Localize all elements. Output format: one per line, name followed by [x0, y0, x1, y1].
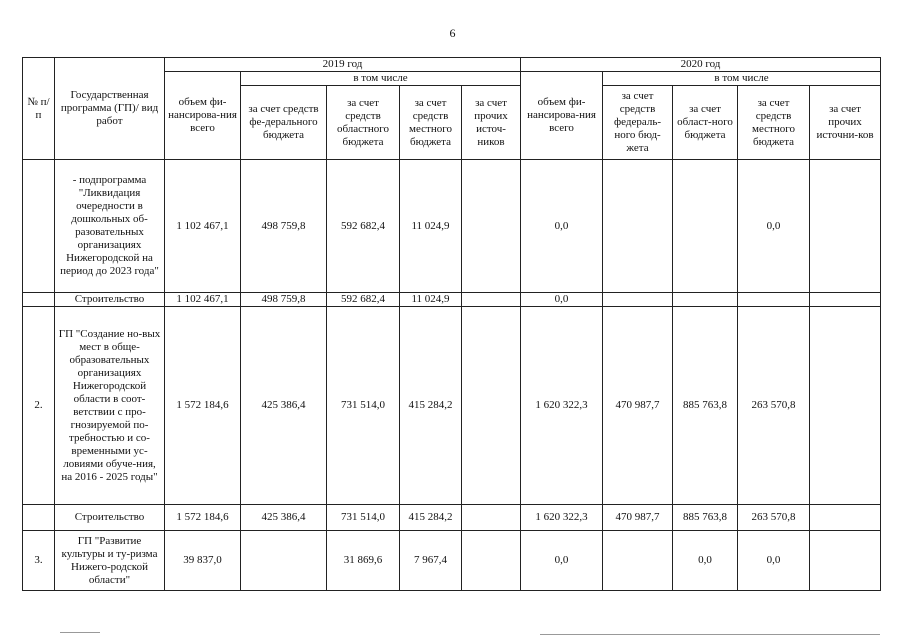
cell-federal-2020 [603, 293, 673, 307]
row-num [23, 293, 55, 307]
header-year-2020: 2020 год [521, 58, 881, 72]
cell-regional-2019: 731 514,0 [327, 307, 400, 505]
header-in-that-2019: в том числе [241, 72, 521, 86]
page-number: 6 [449, 26, 456, 40]
header-other-2019: за счет прочих источ-ников [462, 86, 521, 160]
cell-total-2020: 0,0 [521, 531, 603, 591]
header-total-2019: объем фи-нансирова-ния всего [165, 72, 241, 160]
cell-federal-2019: 425 386,4 [241, 307, 327, 505]
header-regional-2019: за счет средств областного бюджета [327, 86, 400, 160]
cell-total-2019: 1 572 184,6 [165, 505, 241, 531]
cell-federal-2020 [603, 160, 673, 293]
row-num: 2. [23, 307, 55, 505]
scan-artifact-line [540, 634, 880, 635]
cell-federal-2020: 470 987,7 [603, 307, 673, 505]
cell-other-2020 [810, 293, 881, 307]
cell-other-2019 [462, 531, 521, 591]
table-row [23, 505, 881, 531]
cell-total-2019: 1 102 467,1 [165, 293, 241, 307]
cell-local-2020: 0,0 [738, 160, 810, 293]
budget-table [22, 57, 881, 591]
row-name: ГП "Развитие культуры и ту-ризма Нижего-родской области" [55, 531, 165, 591]
cell-regional-2019: 592 682,4 [327, 160, 400, 293]
cell-other-2019 [462, 160, 521, 293]
cell-regional-2020 [673, 293, 738, 307]
cell-regional-2020: 0,0 [673, 531, 738, 591]
table-row [23, 307, 881, 505]
cell-federal-2020: 470 987,7 [603, 505, 673, 531]
table-row [23, 293, 881, 307]
cell-total-2020: 0,0 [521, 160, 603, 293]
row-name: Строительство [55, 505, 165, 531]
cell-regional-2020: 885 763,8 [673, 307, 738, 505]
cell-federal-2019: 425 386,4 [241, 505, 327, 531]
cell-regional-2020: 885 763,8 [673, 505, 738, 531]
cell-federal-2019: 498 759,8 [241, 160, 327, 293]
cell-local-2019: 11 024,9 [400, 160, 462, 293]
header-program: Государственная программа (ГП)/ вид работ [55, 58, 165, 160]
cell-local-2020: 263 570,8 [738, 307, 810, 505]
cell-local-2020: 0,0 [738, 531, 810, 591]
row-num [23, 505, 55, 531]
header-total-2020: объем фи-нансирова-ния всего [521, 72, 603, 160]
cell-federal-2019 [241, 531, 327, 591]
cell-regional-2020 [673, 160, 738, 293]
cell-regional-2019: 31 869,6 [327, 531, 400, 591]
row-name: Строительство [55, 293, 165, 307]
cell-total-2019: 1 102 467,1 [165, 160, 241, 293]
header-year-2019: 2019 год [165, 58, 521, 72]
header-local-2019: за счет средств местного бюджета [400, 86, 462, 160]
cell-local-2019: 415 284,2 [400, 307, 462, 505]
cell-other-2019 [462, 307, 521, 505]
cell-local-2020: 263 570,8 [738, 505, 810, 531]
header-other-2020: за счет прочих источни-ков [810, 86, 881, 160]
cell-other-2019 [462, 293, 521, 307]
cell-local-2020 [738, 293, 810, 307]
cell-total-2019: 39 837,0 [165, 531, 241, 591]
header-local-2020: за счет средств местного бюджета [738, 86, 810, 160]
cell-local-2019: 415 284,2 [400, 505, 462, 531]
row-name: ГП "Создание но-вых мест в обще-образовательных организациях Нижегородской области в соот-ветствии с про-гнозируемой по-требностью и со-временными ус-ловиями обуче-ния, на 2016 - 2025 годы" [55, 307, 165, 505]
cell-total-2020: 1 620 322,3 [521, 307, 603, 505]
cell-total-2020: 0,0 [521, 293, 603, 307]
header-num: № п/п [23, 58, 55, 160]
table-row [23, 531, 881, 591]
cell-other-2020 [810, 505, 881, 531]
row-num: 3. [23, 531, 55, 591]
cell-total-2019: 1 572 184,6 [165, 307, 241, 505]
cell-other-2020 [810, 531, 881, 591]
row-num [23, 160, 55, 293]
cell-other-2020 [810, 160, 881, 293]
cell-other-2020 [810, 307, 881, 505]
table-row [23, 160, 881, 293]
header-federal-2019: за счет средств фе-дерального бюджета [241, 86, 327, 160]
cell-local-2019: 11 024,9 [400, 293, 462, 307]
cell-federal-2020 [603, 531, 673, 591]
cell-local-2019: 7 967,4 [400, 531, 462, 591]
row-name: - подпрограмма "Ликвидация очередности в дошкольных об-разовательных организациях Нижегородской на период до 2023 года" [55, 160, 165, 293]
cell-total-2020: 1 620 322,3 [521, 505, 603, 531]
cell-other-2019 [462, 505, 521, 531]
scan-artifact-line [60, 632, 100, 633]
header-federal-2020: за счет средств федераль-ного бюд-жета [603, 86, 673, 160]
cell-regional-2019: 731 514,0 [327, 505, 400, 531]
header-regional-2020: за счет област-ного бюджета [673, 86, 738, 160]
cell-regional-2019: 592 682,4 [327, 293, 400, 307]
header-in-that-2020: в том числе [603, 72, 881, 86]
cell-federal-2019: 498 759,8 [241, 293, 327, 307]
